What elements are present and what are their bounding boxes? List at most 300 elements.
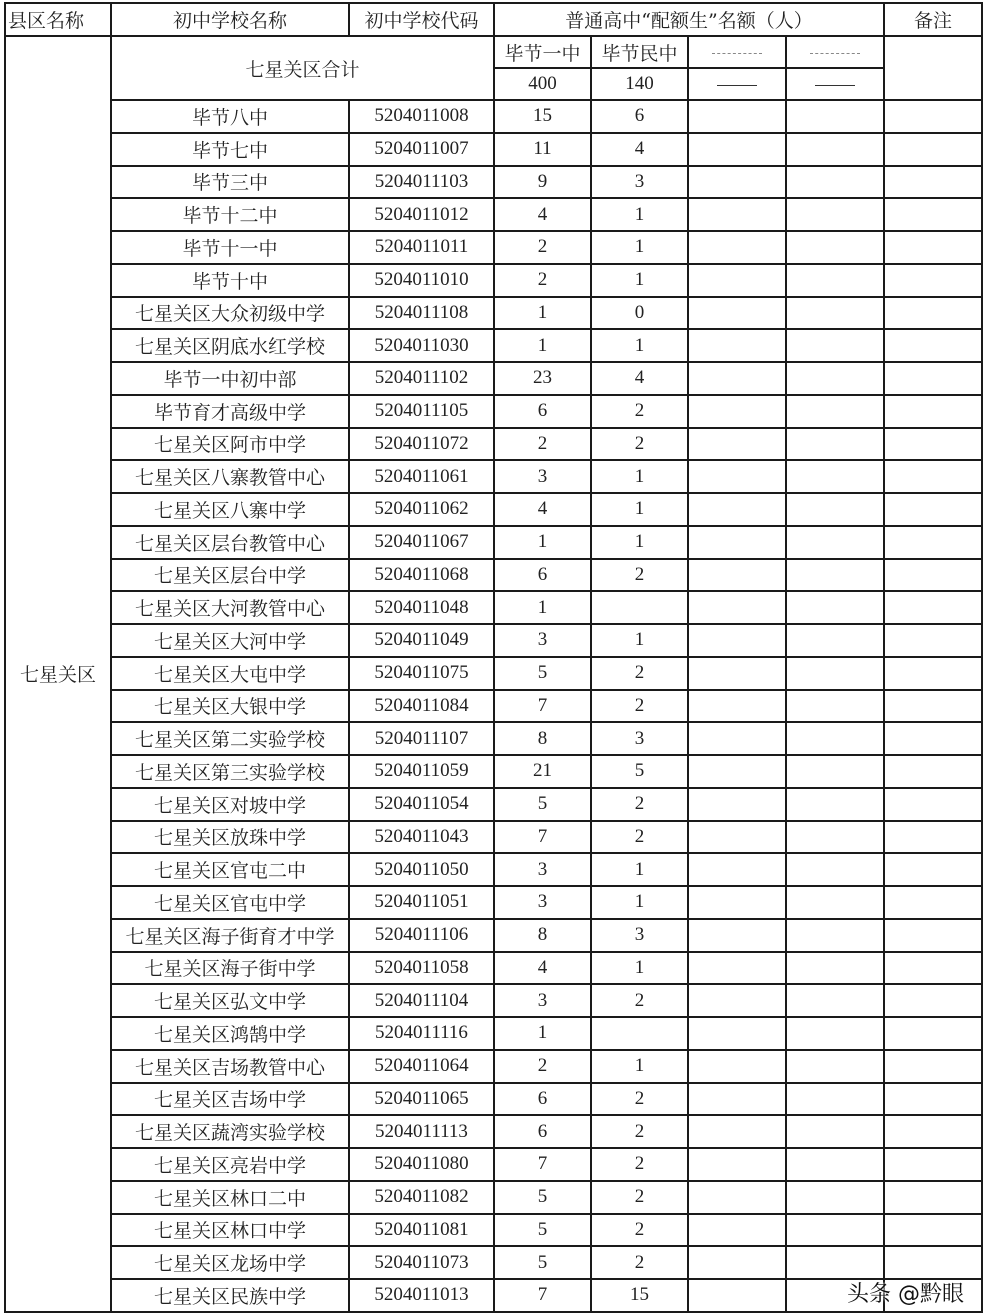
blank-col-3-cell bbox=[688, 362, 786, 395]
bijie-yizhong-quota-cell: 23 bbox=[494, 362, 591, 395]
school-name-cell: 七星关区民族中学 bbox=[111, 1279, 349, 1312]
bijie-minzhong-quota-cell: 2 bbox=[591, 1115, 688, 1148]
remark-cell bbox=[884, 231, 982, 264]
bijie-minzhong-quota-cell bbox=[591, 591, 688, 624]
table-row bbox=[5, 526, 982, 559]
school-name-cell: 七星关区林口中学 bbox=[111, 1214, 349, 1247]
bijie-yizhong-quota-cell: 5 bbox=[494, 1214, 591, 1247]
bijie-yizhong-quota-cell: 4 bbox=[494, 493, 591, 526]
total-blank-4 bbox=[786, 68, 884, 100]
school-code-cell: 5204011106 bbox=[349, 919, 494, 952]
bijie-yizhong-quota-cell: 4 bbox=[494, 198, 591, 231]
remark-cell bbox=[884, 559, 982, 592]
remark-cell bbox=[884, 198, 982, 231]
bijie-yizhong-quota-cell: 2 bbox=[494, 231, 591, 264]
bijie-minzhong-quota-cell: 1 bbox=[591, 853, 688, 886]
table-row bbox=[5, 1214, 982, 1247]
school-name-cell: 七星关区海子街中学 bbox=[111, 952, 349, 985]
bijie-yizhong-quota-cell: 1 bbox=[494, 591, 591, 624]
remark-cell bbox=[884, 755, 982, 788]
school-code-cell: 5204011030 bbox=[349, 329, 494, 362]
remark-cell bbox=[884, 984, 982, 1017]
blank-col-4-cell bbox=[786, 657, 884, 690]
school-code-cell: 5204011107 bbox=[349, 722, 494, 755]
bijie-yizhong-quota-cell: 5 bbox=[494, 657, 591, 690]
school-code-cell: 5204011105 bbox=[349, 395, 494, 428]
bijie-yizhong-quota-cell: 4 bbox=[494, 952, 591, 985]
blank-col-3-cell bbox=[688, 133, 786, 166]
dotted-dash bbox=[712, 53, 762, 54]
school-name-cell: 毕节十中 bbox=[111, 264, 349, 297]
bijie-yizhong-quota-cell: 11 bbox=[494, 133, 591, 166]
table-row bbox=[5, 428, 982, 461]
blank-col-3-cell bbox=[688, 591, 786, 624]
remark-cell-total bbox=[884, 36, 982, 100]
blank-col-4-cell bbox=[786, 1083, 884, 1116]
blank-col-4-cell bbox=[786, 395, 884, 428]
total-bijie-yizhong: 400 bbox=[494, 68, 591, 100]
school-name-cell: 毕节八中 bbox=[111, 100, 349, 133]
remark-cell bbox=[884, 329, 982, 362]
blank-col-3-cell bbox=[688, 821, 786, 854]
school-code-cell: 5204011008 bbox=[349, 100, 494, 133]
bijie-minzhong-quota-cell: 2 bbox=[591, 1181, 688, 1214]
school-name-cell: 七星关区龙场中学 bbox=[111, 1246, 349, 1279]
school-code-cell: 5204011113 bbox=[349, 1115, 494, 1148]
school-code-cell: 5204011073 bbox=[349, 1246, 494, 1279]
table-row bbox=[5, 984, 982, 1017]
bijie-yizhong-quota-cell: 3 bbox=[494, 886, 591, 919]
school-code-cell: 5204011081 bbox=[349, 1214, 494, 1247]
remark-cell bbox=[884, 690, 982, 723]
blank-col-4-cell bbox=[786, 329, 884, 362]
blank-col-3-cell bbox=[688, 329, 786, 362]
bijie-yizhong-quota-cell: 5 bbox=[494, 1246, 591, 1279]
col-bijie-yizhong: 毕节一中 bbox=[494, 36, 591, 68]
blank-col-3-cell bbox=[688, 493, 786, 526]
blank-col-3-cell bbox=[688, 919, 786, 952]
table-row bbox=[5, 624, 982, 657]
bijie-minzhong-quota-cell: 4 bbox=[591, 362, 688, 395]
blank-col-4-cell bbox=[786, 493, 884, 526]
remark-cell bbox=[884, 1214, 982, 1247]
total-label: 七星关区合计 bbox=[111, 36, 494, 100]
school-code-cell: 5204011104 bbox=[349, 984, 494, 1017]
school-code-cell: 5204011054 bbox=[349, 788, 494, 821]
school-code-cell: 5204011084 bbox=[349, 690, 494, 723]
blank-col-3-cell bbox=[688, 428, 786, 461]
blank-col-4-cell bbox=[786, 428, 884, 461]
remark-cell bbox=[884, 591, 982, 624]
remark-cell bbox=[884, 821, 982, 854]
school-name-cell: 七星关区阴底水红学校 bbox=[111, 329, 349, 362]
blank-col-4-cell bbox=[786, 231, 884, 264]
table-row bbox=[5, 133, 982, 166]
blank-col-3-cell bbox=[688, 984, 786, 1017]
blank-col-4-cell bbox=[786, 886, 884, 919]
school-name-cell: 七星关区吉场教管中心 bbox=[111, 1050, 349, 1083]
header-school-name: 初中学校名称 bbox=[111, 3, 349, 36]
blank-col-4-cell bbox=[786, 166, 884, 199]
table-row bbox=[5, 1017, 982, 1050]
bijie-minzhong-quota-cell: 2 bbox=[591, 1083, 688, 1116]
blank-col-4-cell bbox=[786, 1148, 884, 1181]
school-code-cell: 5204011064 bbox=[349, 1050, 494, 1083]
blank-col-4-cell bbox=[786, 788, 884, 821]
bijie-yizhong-quota-cell: 2 bbox=[494, 264, 591, 297]
bijie-yizhong-quota-cell: 5 bbox=[494, 1181, 591, 1214]
bijie-yizhong-quota-cell: 3 bbox=[494, 624, 591, 657]
bijie-yizhong-quota-cell: 15 bbox=[494, 100, 591, 133]
bijie-yizhong-quota-cell: 2 bbox=[494, 428, 591, 461]
school-code-cell: 5204011013 bbox=[349, 1279, 494, 1312]
header-county: 县区名称 bbox=[5, 3, 111, 36]
blank-col-3-cell bbox=[688, 690, 786, 723]
bijie-minzhong-quota-cell: 1 bbox=[591, 886, 688, 919]
school-name-cell: 七星关区大众初级中学 bbox=[111, 297, 349, 330]
table-row bbox=[5, 362, 982, 395]
school-name-cell: 七星关区第二实验学校 bbox=[111, 722, 349, 755]
table-row bbox=[5, 297, 982, 330]
school-code-cell: 5204011103 bbox=[349, 166, 494, 199]
blank-col-4-cell bbox=[786, 755, 884, 788]
bijie-yizhong-quota-cell: 1 bbox=[494, 329, 591, 362]
table-row bbox=[5, 198, 982, 231]
blank-col-4-cell bbox=[786, 919, 884, 952]
school-name-cell: 七星关区海子街育才中学 bbox=[111, 919, 349, 952]
bijie-minzhong-quota-cell: 1 bbox=[591, 1050, 688, 1083]
remark-cell bbox=[884, 1050, 982, 1083]
table-row bbox=[5, 690, 982, 723]
blank-col-3-cell bbox=[688, 657, 786, 690]
school-name-cell: 七星关区大河教管中心 bbox=[111, 591, 349, 624]
blank-col-3-cell bbox=[688, 559, 786, 592]
blank-col-4-cell bbox=[786, 362, 884, 395]
table-row bbox=[5, 722, 982, 755]
school-name-cell: 七星关区大屯中学 bbox=[111, 657, 349, 690]
blank-col-4-cell bbox=[786, 1017, 884, 1050]
remark-cell bbox=[884, 919, 982, 952]
bijie-yizhong-quota-cell: 8 bbox=[494, 919, 591, 952]
bijie-minzhong-quota-cell: 1 bbox=[591, 624, 688, 657]
remark-cell bbox=[884, 1148, 982, 1181]
table-row bbox=[5, 1279, 982, 1312]
col-blank-4 bbox=[786, 36, 884, 68]
school-name-cell: 毕节七中 bbox=[111, 133, 349, 166]
bijie-yizhong-quota-cell: 1 bbox=[494, 526, 591, 559]
blank-col-3-cell bbox=[688, 722, 786, 755]
bijie-yizhong-quota-cell: 21 bbox=[494, 755, 591, 788]
blank-col-3-cell bbox=[688, 624, 786, 657]
watermark: 头条 @黔眼 bbox=[847, 1282, 964, 1307]
bijie-minzhong-quota-cell: 2 bbox=[591, 428, 688, 461]
blank-col-4-cell bbox=[786, 821, 884, 854]
blank-col-3-cell bbox=[688, 395, 786, 428]
school-code-cell: 5204011116 bbox=[349, 1017, 494, 1050]
blank-col-4-cell bbox=[786, 722, 884, 755]
blank-col-3-cell bbox=[688, 231, 786, 264]
bijie-minzhong-quota-cell: 1 bbox=[591, 526, 688, 559]
school-name-cell: 七星关区林口二中 bbox=[111, 1181, 349, 1214]
bijie-minzhong-quota-cell: 2 bbox=[591, 821, 688, 854]
bijie-minzhong-quota-cell: 2 bbox=[591, 690, 688, 723]
blank-col-3-cell bbox=[688, 755, 786, 788]
remark-cell bbox=[884, 886, 982, 919]
school-name-cell: 七星关区官屯中学 bbox=[111, 886, 349, 919]
school-name-cell: 七星关区大银中学 bbox=[111, 690, 349, 723]
table-row bbox=[5, 559, 982, 592]
school-name-cell: 七星关区八寨中学 bbox=[111, 493, 349, 526]
table-row bbox=[5, 853, 982, 886]
blank-col-4-cell bbox=[786, 264, 884, 297]
blank-col-3-cell bbox=[688, 1115, 786, 1148]
remark-cell bbox=[884, 395, 982, 428]
remark-cell bbox=[884, 100, 982, 133]
table-row bbox=[5, 591, 982, 624]
blank-col-3-cell bbox=[688, 198, 786, 231]
table-row bbox=[5, 1246, 982, 1279]
header-row bbox=[5, 3, 982, 36]
blank-col-3-cell bbox=[688, 166, 786, 199]
blank-col-4-cell bbox=[786, 559, 884, 592]
table-row bbox=[5, 231, 982, 264]
table-row bbox=[5, 755, 982, 788]
bijie-minzhong-quota-cell: 1 bbox=[591, 952, 688, 985]
blank-col-3-cell bbox=[688, 526, 786, 559]
remark-cell bbox=[884, 1083, 982, 1116]
school-code-cell: 5204011051 bbox=[349, 886, 494, 919]
school-code-cell: 5204011059 bbox=[349, 755, 494, 788]
school-code-cell: 5204011043 bbox=[349, 821, 494, 854]
school-name-cell: 七星关区蔬湾实验学校 bbox=[111, 1115, 349, 1148]
school-code-cell: 5204011049 bbox=[349, 624, 494, 657]
blank-col-3-cell bbox=[688, 1148, 786, 1181]
school-name-cell: 七星关区阿市中学 bbox=[111, 428, 349, 461]
school-code-cell: 5204011007 bbox=[349, 133, 494, 166]
bijie-minzhong-quota-cell: 5 bbox=[591, 755, 688, 788]
blank-col-3-cell bbox=[688, 460, 786, 493]
blank-col-4-cell bbox=[786, 690, 884, 723]
bijie-minzhong-quota-cell: 3 bbox=[591, 722, 688, 755]
table-row bbox=[5, 886, 982, 919]
bijie-minzhong-quota-cell: 1 bbox=[591, 329, 688, 362]
bijie-minzhong-quota-cell: 3 bbox=[591, 919, 688, 952]
bijie-yizhong-quota-cell: 3 bbox=[494, 853, 591, 886]
bijie-minzhong-quota-cell: 15 bbox=[591, 1279, 688, 1312]
remark-cell bbox=[884, 428, 982, 461]
table-row bbox=[5, 100, 982, 133]
blank-col-4-cell bbox=[786, 297, 884, 330]
blank-col-3-cell bbox=[688, 853, 786, 886]
bijie-minzhong-quota-cell: 4 bbox=[591, 133, 688, 166]
remark-cell bbox=[884, 1017, 982, 1050]
blank-col-4-cell bbox=[786, 1050, 884, 1083]
blank-col-4-cell bbox=[786, 1181, 884, 1214]
school-name-cell: 七星关区层台教管中心 bbox=[111, 526, 349, 559]
bijie-minzhong-quota-cell: 1 bbox=[591, 493, 688, 526]
school-name-cell: 七星关区鸿鹄中学 bbox=[111, 1017, 349, 1050]
bijie-yizhong-quota-cell: 9 bbox=[494, 166, 591, 199]
table-row bbox=[5, 919, 982, 952]
bijie-minzhong-quota-cell: 1 bbox=[591, 460, 688, 493]
table-row bbox=[5, 493, 982, 526]
table-row bbox=[5, 821, 982, 854]
remark-cell bbox=[884, 722, 982, 755]
remark-cell bbox=[884, 1115, 982, 1148]
bijie-yizhong-quota-cell: 6 bbox=[494, 1115, 591, 1148]
blank-col-3-cell bbox=[688, 788, 786, 821]
bijie-yizhong-quota-cell: 7 bbox=[494, 1279, 591, 1312]
bijie-minzhong-quota-cell: 2 bbox=[591, 788, 688, 821]
bijie-yizhong-quota-cell: 6 bbox=[494, 395, 591, 428]
bijie-yizhong-quota-cell: 3 bbox=[494, 984, 591, 1017]
school-code-cell: 5204011065 bbox=[349, 1083, 494, 1116]
school-name-cell: 毕节十一中 bbox=[111, 231, 349, 264]
table-row bbox=[5, 788, 982, 821]
bijie-minzhong-quota-cell: 2 bbox=[591, 984, 688, 1017]
blank-col-4-cell bbox=[786, 133, 884, 166]
subheader-row bbox=[5, 36, 982, 68]
table-row bbox=[5, 1115, 982, 1148]
bijie-minzhong-quota-cell: 0 bbox=[591, 297, 688, 330]
blank-col-3-cell bbox=[688, 1214, 786, 1247]
blank-col-4-cell bbox=[786, 1246, 884, 1279]
school-code-cell: 5204011062 bbox=[349, 493, 494, 526]
blank-col-3-cell bbox=[688, 1246, 786, 1279]
school-code-cell: 5204011080 bbox=[349, 1148, 494, 1181]
school-name-cell: 毕节十二中 bbox=[111, 198, 349, 231]
table-row bbox=[5, 264, 982, 297]
solid-dash bbox=[717, 85, 757, 86]
school-code-cell: 5204011108 bbox=[349, 297, 494, 330]
col-blank-3 bbox=[688, 36, 786, 68]
school-code-cell: 5204011050 bbox=[349, 853, 494, 886]
table-row bbox=[5, 1050, 982, 1083]
school-code-cell: 5204011082 bbox=[349, 1181, 494, 1214]
bijie-minzhong-quota-cell: 2 bbox=[591, 1214, 688, 1247]
blank-col-4-cell bbox=[786, 526, 884, 559]
school-name-cell: 七星关区八寨教管中心 bbox=[111, 460, 349, 493]
total-bijie-minzhong: 140 bbox=[591, 68, 688, 100]
school-code-cell: 5204011012 bbox=[349, 198, 494, 231]
county-name-cell: 七星关区 bbox=[5, 36, 111, 1312]
dotted-dash bbox=[810, 53, 860, 54]
remark-cell bbox=[884, 853, 982, 886]
blank-col-3-cell bbox=[688, 100, 786, 133]
blank-col-4-cell bbox=[786, 1115, 884, 1148]
school-name-cell: 毕节育才高级中学 bbox=[111, 395, 349, 428]
school-code-cell: 5204011075 bbox=[349, 657, 494, 690]
table-row bbox=[5, 1181, 982, 1214]
bijie-yizhong-quota-cell: 6 bbox=[494, 559, 591, 592]
bijie-yizhong-quota-cell: 1 bbox=[494, 1017, 591, 1050]
blank-col-4-cell bbox=[786, 952, 884, 985]
remark-cell bbox=[884, 952, 982, 985]
remark-cell bbox=[884, 460, 982, 493]
bijie-yizhong-quota-cell: 6 bbox=[494, 1083, 591, 1116]
school-name-cell: 七星关区官屯二中 bbox=[111, 853, 349, 886]
blank-col-3-cell bbox=[688, 1050, 786, 1083]
blank-col-4-cell bbox=[786, 198, 884, 231]
school-code-cell: 5204011011 bbox=[349, 231, 494, 264]
bijie-yizhong-quota-cell: 8 bbox=[494, 722, 591, 755]
solid-dash bbox=[815, 85, 855, 86]
school-code-cell: 5204011068 bbox=[349, 559, 494, 592]
remark-cell bbox=[884, 297, 982, 330]
remark-cell bbox=[884, 1246, 982, 1279]
bijie-minzhong-quota-cell: 2 bbox=[591, 1148, 688, 1181]
blank-col-4-cell bbox=[786, 984, 884, 1017]
header-quota-group: 普通高中“配额生”名额（人） bbox=[494, 3, 884, 36]
bijie-minzhong-quota-cell: 2 bbox=[591, 559, 688, 592]
remark-cell bbox=[884, 133, 982, 166]
school-code-cell: 5204011061 bbox=[349, 460, 494, 493]
remark-cell bbox=[884, 362, 982, 395]
remark-cell bbox=[884, 1181, 982, 1214]
school-name-cell: 七星关区第三实验学校 bbox=[111, 755, 349, 788]
bijie-yizhong-quota-cell: 7 bbox=[494, 1148, 591, 1181]
school-name-cell: 七星关区吉场中学 bbox=[111, 1083, 349, 1116]
school-code-cell: 5204011048 bbox=[349, 591, 494, 624]
school-name-cell: 七星关区亮岩中学 bbox=[111, 1148, 349, 1181]
table-row bbox=[5, 1148, 982, 1181]
bijie-yizhong-quota-cell: 2 bbox=[494, 1050, 591, 1083]
school-name-cell: 七星关区层台中学 bbox=[111, 559, 349, 592]
bijie-minzhong-quota-cell: 2 bbox=[591, 1246, 688, 1279]
bijie-minzhong-quota-cell: 1 bbox=[591, 198, 688, 231]
school-name-cell: 七星关区放珠中学 bbox=[111, 821, 349, 854]
school-name-cell: 七星关区对坡中学 bbox=[111, 788, 349, 821]
blank-col-4-cell bbox=[786, 460, 884, 493]
bijie-yizhong-quota-cell: 3 bbox=[494, 460, 591, 493]
blank-col-3-cell bbox=[688, 1181, 786, 1214]
table-row bbox=[5, 329, 982, 362]
blank-col-4-cell bbox=[786, 591, 884, 624]
col-bijie-minzhong: 毕节民中 bbox=[591, 36, 688, 68]
school-name-cell: 七星关区大河中学 bbox=[111, 624, 349, 657]
blank-col-3-cell bbox=[688, 264, 786, 297]
table-row bbox=[5, 395, 982, 428]
remark-cell bbox=[884, 166, 982, 199]
bijie-minzhong-quota-cell: 1 bbox=[591, 231, 688, 264]
table-row bbox=[5, 1083, 982, 1116]
bijie-minzhong-quota-cell bbox=[591, 1017, 688, 1050]
blank-col-4-cell bbox=[786, 100, 884, 133]
bijie-yizhong-quota-cell: 7 bbox=[494, 821, 591, 854]
school-code-cell: 5204011067 bbox=[349, 526, 494, 559]
blank-col-3-cell bbox=[688, 297, 786, 330]
remark-cell bbox=[884, 788, 982, 821]
blank-col-3-cell bbox=[688, 1279, 786, 1312]
blank-col-3-cell bbox=[688, 1083, 786, 1116]
blank-col-3-cell bbox=[688, 952, 786, 985]
quota-table bbox=[4, 2, 983, 1313]
table-row bbox=[5, 166, 982, 199]
school-name-cell: 毕节三中 bbox=[111, 166, 349, 199]
school-code-cell: 5204011058 bbox=[349, 952, 494, 985]
remark-cell bbox=[884, 657, 982, 690]
bijie-yizhong-quota-cell: 5 bbox=[494, 788, 591, 821]
school-name-cell: 七星关区弘文中学 bbox=[111, 984, 349, 1017]
bijie-minzhong-quota-cell: 6 bbox=[591, 100, 688, 133]
school-code-cell: 5204011010 bbox=[349, 264, 494, 297]
school-name-cell: 毕节一中初中部 bbox=[111, 362, 349, 395]
blank-col-3-cell bbox=[688, 1017, 786, 1050]
bijie-minzhong-quota-cell: 2 bbox=[591, 395, 688, 428]
header-school-code: 初中学校代码 bbox=[349, 3, 494, 36]
blank-col-4-cell bbox=[786, 853, 884, 886]
table-row bbox=[5, 460, 982, 493]
